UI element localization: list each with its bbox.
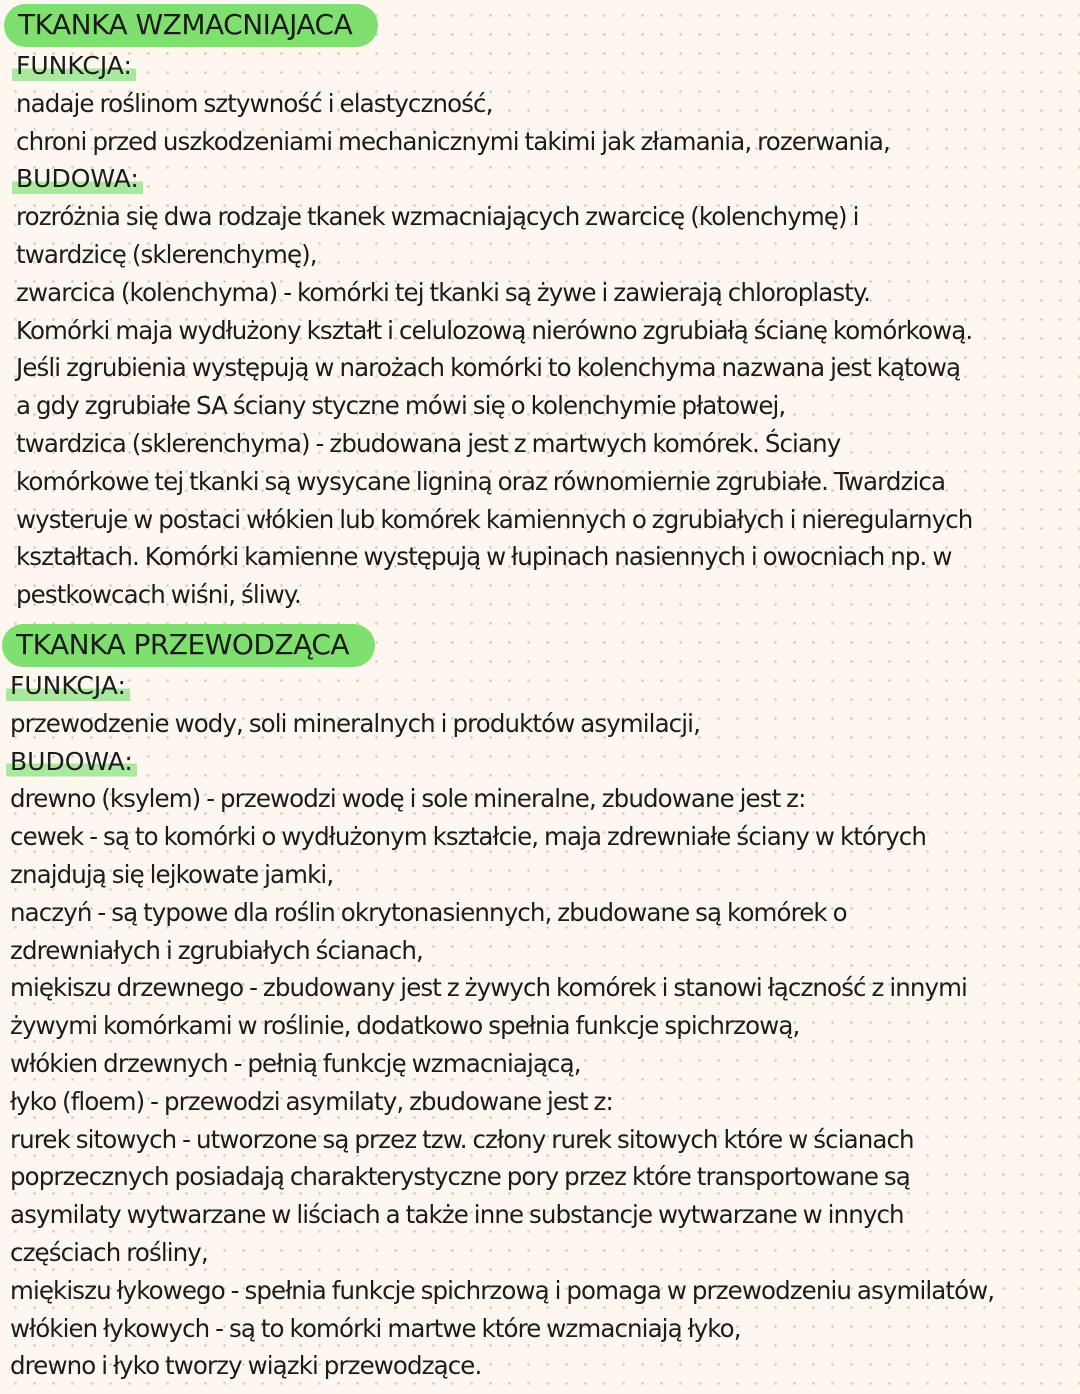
text-line: nadaje roślinom sztywność i elastyczność, — [16, 88, 493, 118]
text-line: Jeśli zgrubienia występują w narożach komórki to kolenchyma nazwana jest kątową — [16, 353, 961, 383]
function-label: FUNKCJA: — [6, 667, 130, 705]
text-line: łyko (floem) - przewodzi asymilaty, zbudowane jest z: — [10, 1086, 613, 1116]
text-line: twardzicę (sklerenchymę), — [16, 239, 317, 269]
text-line: zwarcica (kolenchyma) - komórki tej tkanki są żywe i zawierają chloroplasty. — [16, 277, 870, 307]
text-line: chroni przed uszkodzeniami mechanicznymi takimi jak złamania, rozerwania, — [16, 126, 890, 156]
text-line: poprzecznych posiadają charakterystyczne pory przez które transportowane są — [10, 1162, 910, 1192]
text-line: pestkowcach wiśni, śliwy. — [16, 580, 301, 610]
text-line: znajdują się lejkowate jamki, — [10, 859, 334, 889]
text-line: miękiszu drzewnego - zbudowany jest z żywych komórek i stanowi łączność z innymi — [10, 973, 967, 1003]
text-line: rurek sitowych - utworzone są przez tzw. człony rurek sitowych które w ścianach — [10, 1124, 914, 1154]
structure-label: BUDOWA: — [12, 160, 143, 198]
structure-text — [0, 780, 1080, 1385]
text-line: włókien drzewnych - pełnią funkcję wzmacniającą, — [10, 1048, 581, 1078]
text-line: zdrewniałych i zgrubiałych ścianach, — [10, 935, 423, 965]
text-line: wysteruje w postaci włókien lub komórek kamiennych o zgrubiałych i nieregularnych — [16, 504, 973, 534]
text-line: a gdy zgrubiałe SA ściany styczne mówi się o kolenchymie płatowej, — [16, 391, 786, 421]
text-line: włókien łykowych - są to komórki martwe które wzmacniają łyko, — [10, 1313, 741, 1343]
text-line: rozróżnia się dwa rodzaje tkanek wzmacniających zwarcicę (kolenchymę) i — [16, 202, 859, 232]
text-line: asymilaty wytwarzane w liściach a także inne substancje wytwarzane w innych — [10, 1200, 904, 1230]
text-line: miękiszu łykowego - spełnia funkcje spichrzową i pomaga w przewodzeniu asymilatów, — [10, 1275, 995, 1305]
function-text — [0, 705, 1080, 743]
text-line: kształtach. Komórki kamienne występują w łupinach nasiennych i owocniach np. w — [16, 542, 952, 572]
text-line: drewno (ksylem) - przewodzi wodę i sole mineralne, zbudowane jest z: — [10, 784, 806, 814]
function-label: FUNKCJA: — [12, 47, 136, 85]
text-line: twardzica (sklerenchyma) - zbudowana jest z martwych komórek. Ściany — [16, 428, 841, 458]
text-line: komórkowe tej tkanki są wysycane ligniną oraz równomiernie zgrubiałe. Twardzica — [16, 466, 946, 496]
text-line: cewek - są to komórki o wydłużonym kształcie, maja zdrewniałe ściany w których — [10, 822, 926, 852]
text-line: drewno i łyko tworzy wiązki przewodzące. — [10, 1351, 482, 1381]
text-line: żywymi komórkami w roślinie, dodatkowo spełnia funkcje spichrzową, — [10, 1011, 800, 1041]
structure-text — [0, 198, 1080, 614]
text-line: naczyń - są typowe dla roślin okrytonasiennych, zbudowane są komórek o — [10, 897, 847, 927]
section-conducting-tissue — [0, 624, 1080, 1385]
section-title: TKANKA PRZEWODZĄCA — [2, 624, 375, 667]
text-line: częściach rośliny, — [10, 1237, 208, 1267]
section-supporting-tissue — [0, 4, 1080, 614]
text-line: przewodzenie wody, soli mineralnych i produktów asymilacji, — [10, 708, 700, 738]
function-text — [0, 85, 1080, 161]
text-line: Komórki maja wydłużony kształt i celulozową nierówno zgrubiałą ścianę komórkową. — [16, 315, 973, 345]
structure-label: BUDOWA: — [6, 743, 137, 781]
section-title: TKANKA WZMACNIAJACA — [4, 4, 378, 47]
